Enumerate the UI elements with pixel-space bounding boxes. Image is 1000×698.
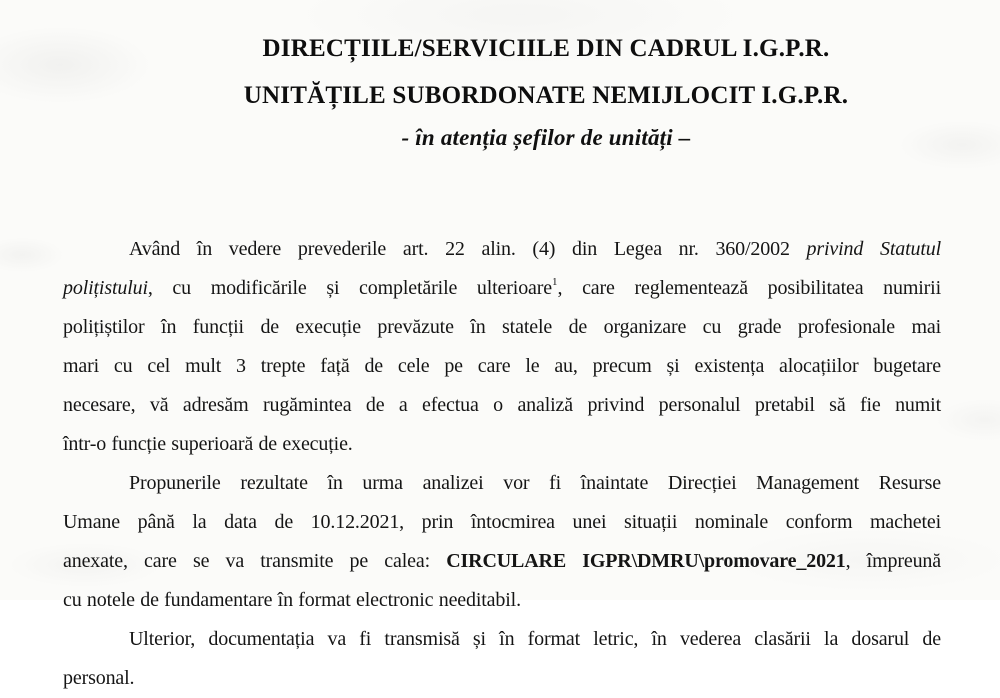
text-segment-normal: Ulterior, documentația va fi transmisă și în format letric, în vederea clasării la dosarul de xyxy=(129,628,941,650)
text-line xyxy=(63,425,941,464)
text-line xyxy=(63,308,941,347)
text-segment-normal: necesare, vă adresăm rugămintea de a efectua o analiză privind personalul pretabil să fie numit xyxy=(63,394,941,416)
text-segment-normal: Propunerile rezultate în urma analizei vor fi înaintate Direcției Management Resurse xyxy=(129,472,941,494)
text-line xyxy=(63,464,941,503)
text-line xyxy=(63,581,941,620)
text-segment-normal: , care reglementează posibilitatea numirii xyxy=(557,277,941,299)
text-line xyxy=(63,542,941,581)
text-segment-normal: Umane până la data de 10.12.2021, prin întocmirea unei situații nominale conform machetei xyxy=(63,511,941,533)
text-segment-normal: Având în vedere prevederile art. 22 alin. (4) din Legea nr. 360/2002 xyxy=(129,238,807,260)
text-segment-normal: personal. xyxy=(63,667,135,689)
text-segment-normal: , cu modificările și completările ulterioare xyxy=(147,277,553,299)
text-line xyxy=(63,386,941,425)
text-segment-normal: polițiștilor în funcții de execuție prevăzute în statele de organizare cu grade profesionale mai xyxy=(63,316,941,338)
text-segment-italic: polițistului xyxy=(63,277,148,299)
text-segment-sup: 1 xyxy=(552,276,558,288)
text-line xyxy=(63,230,941,269)
text-line xyxy=(63,347,941,386)
text-line xyxy=(63,620,941,659)
text-line xyxy=(63,503,941,542)
text-line xyxy=(63,659,941,698)
document-title-line1: DIRECȚIILE/SERVICIILE DIN CADRUL I.G.P.R. xyxy=(262,35,830,62)
text-segment-normal: anexate, care se va transmite pe calea: xyxy=(63,550,447,572)
text-line xyxy=(63,269,941,308)
document-title-line2: UNITĂȚILE SUBORDONATE NEMIJLOCIT I.G.P.R. xyxy=(243,82,849,109)
text-segment-normal: într-o funcție superioară de execuție. xyxy=(63,433,353,455)
text-segment-bold: CIRCULARE IGPR\DMRU\promovare_2021 xyxy=(446,550,846,572)
text-segment-normal: cu notele de fundamentare în format electronic needitabil. xyxy=(63,589,521,611)
document-subtitle: - în atenția șefilor de unități – xyxy=(401,125,691,150)
text-segment-normal: mari cu cel mult 3 trepte față de cele pe care le au, precum și existența alocațiilor bugetare xyxy=(63,355,941,377)
text-segment-italic: privind Statutul xyxy=(806,238,941,260)
text-segment-normal: , împreună xyxy=(845,550,941,572)
document-body xyxy=(63,230,941,698)
